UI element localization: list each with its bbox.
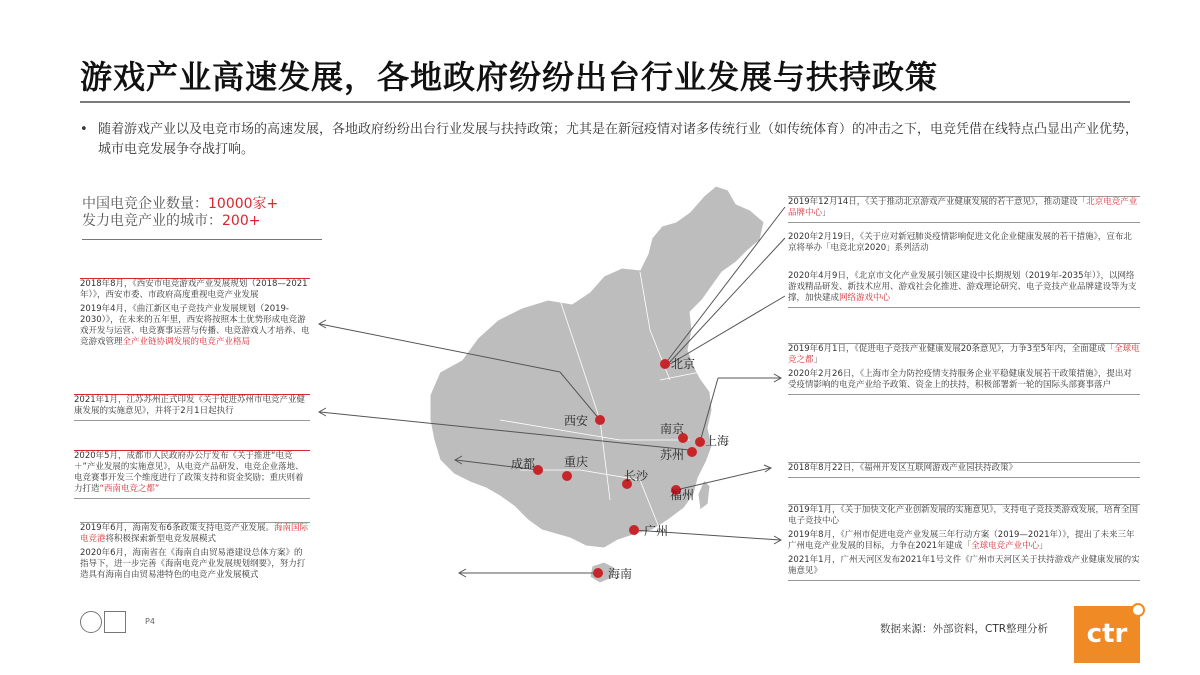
policy-bj-1-text: 2019年12月14日，《关于推动北京游戏产业健康发展的若干意见》，推动建设「 <box>788 197 1087 207</box>
marker-hainan[interactable] <box>593 568 603 578</box>
policy-box-chengdu <box>74 450 310 499</box>
policy-box-fuzhou <box>788 462 1140 478</box>
policy-suzhou: 2021年1月，江苏苏州正式印发《关于促进苏州市电竞产业健康发展的实施意见》，并将于2月1日起执行 <box>74 395 306 416</box>
marker-beijing[interactable] <box>660 359 670 369</box>
city-label-chengdu: 成都 <box>511 457 536 471</box>
marker-suzhou[interactable] <box>687 447 697 457</box>
policy-gz-3: 2021年1月，广州天河区发布2021年1号文件《广州市天河区关于扶持游戏产业健康发展的实施意见》 <box>788 555 1140 576</box>
marker-xian[interactable] <box>595 415 605 425</box>
policy-box-beijing-1 <box>788 196 1140 223</box>
policy-bj-1-highlight: 北京电竞产业品牌中心 <box>788 197 1138 218</box>
stat-companies-value: 10000家+ <box>208 196 279 212</box>
policy-gz-2-text: 2019年8月，《广州市促进电竞产业发展三年行动方案（2019—2021年）》，提出了未来三年广州电竞产业发展的目标，力争在2021年建成「 <box>788 530 1135 551</box>
page-number: P4 <box>145 617 155 626</box>
city-label-xian: 西安 <box>564 414 589 428</box>
policy-bj-2: 2020年2月19日，《关于应对新冠肺炎疫情影响促进文化企业健康发展的若干措施》，宣布北京将举办「电竞北京2020」系列活动 <box>788 232 1132 253</box>
policy-gz-2-tail: 」 <box>1039 541 1048 551</box>
policy-chengdu <box>74 451 310 495</box>
policy-gz-2 <box>788 530 1140 552</box>
policy-sh-2: 2020年2月26日，《上海市全力防控疫情支持服务企业平稳健康发展若干政策措施》，提出对受疫情影响的电竞产业给予政策、资金上的扶持，积极部署新一轮的国际头部赛事落户 <box>788 369 1132 390</box>
city-label-shanghai: 上海 <box>705 434 730 448</box>
policy-bj-3 <box>788 271 1140 304</box>
policy-bj-1 <box>788 197 1140 219</box>
certification-badge-icon <box>104 611 126 633</box>
policy-box-suzhou <box>74 394 310 421</box>
policy-chengdu-text: 2020年5月，成都市人民政府办公厅发布《关于推进“电竞＋”产业发展的实施意见》，从电竞产品研发、电竞企业落地、电竞赛事开发三个维度进行了政策支持和资金奖励；重庆则着力打造 <box>74 451 304 494</box>
policy-box-hainan <box>80 522 310 584</box>
policy-box-beijing-2 <box>788 232 1140 257</box>
policy-xian-2-highlight: 全产业链协调发展的电竞产业格局 <box>122 337 251 347</box>
policy-bj-1-tail: 」 <box>822 208 831 218</box>
marker-shanghai[interactable] <box>695 437 705 447</box>
policy-chengdu-highlight: “西南电竞之都” <box>99 484 160 494</box>
intro-text: 随着游戏产业以及电竞市场的高速发展，各地政府纷纷出台行业发展与扶持政策；尤其是在新冠疫情对诸多传统行业（如传统体育）的冲击之下，电竞凭借在线特点凸显出产业优势，城市电竞发展争夺战打响。 <box>98 122 1139 157</box>
policy-xian-1: 2018年8月，《西安市电竞游戏产业发展规划（2018—2021年）》，西安市委、市政府高度重视电竞产业发展 <box>80 279 308 300</box>
policy-box-shanghai <box>788 343 1140 395</box>
policy-gz-1: 2019年1月，《关于加快文化产业创新发展的实施意见》，支持电子竞技类游戏发展，培育全国电子竞技中心 <box>788 505 1139 526</box>
city-label-changsha: 长沙 <box>624 469 649 483</box>
policy-xian-2-text: 2019年4月，《曲江新区电子竞技产业发展规划（2019-2030）》，在未来的五年里，西安将按照本土优势形成电竞游戏开发与运营、电竞赛事运营与传播、电竞游戏人才培养、电竞游戏管理 <box>80 304 310 347</box>
data-source: 数据来源：外部资料，CTR整理分析 <box>880 623 1049 635</box>
policy-box-xian <box>80 278 310 351</box>
policy-box-beijing-3 <box>788 271 1140 308</box>
china-mainland <box>430 186 764 548</box>
policy-hainan-1-tail: 将积极探索新型电竞发展模式 <box>105 534 217 544</box>
policy-hainan-1-highlight: 海南国际电竞港 <box>80 523 308 544</box>
stat-cities-label: 发力电竞产业的城市： <box>82 213 222 229</box>
bullet-dot-icon: • <box>80 122 88 137</box>
policy-hainan-1-text: 2019年6月，海南发布6条政策支持电竞产业发展。 <box>80 523 274 533</box>
city-label-chongqing: 重庆 <box>564 455 589 469</box>
city-label-guangzhou: 广州 <box>644 524 669 538</box>
policy-bj-3-text: 2020年4月9日，《北京市文化产业发展引领区建设中长期规划（2019年-2035年）》，以网络游戏精品研发、新技术应用、游戏社会化推进、游戏理论研究、电子竞技产业品牌建设等为支撑，加快建成 <box>788 271 1137 303</box>
city-label-suzhou: 苏州 <box>660 448 685 462</box>
policy-hainan-1 <box>80 523 310 545</box>
policy-sh-1-text: 2019年6月1日，《促进电子竞技产业健康发展20条意见》，力争3至5年内，全面建成「 <box>788 344 1115 354</box>
city-label-hainan: 海南 <box>608 567 633 581</box>
policy-gz-2-highlight: 全球电竞产业中心 <box>971 541 1040 551</box>
marker-guangzhou[interactable] <box>629 525 639 535</box>
page-title: 游戏产业高速发展，各地政府纷纷出台行业发展与扶持政策 <box>80 58 939 96</box>
marker-chongqing[interactable] <box>562 471 572 481</box>
map-land <box>430 186 764 583</box>
certification-seal-icon <box>80 611 102 633</box>
city-label-fuzhou: 福州 <box>670 488 695 502</box>
logo-accent-dot <box>1131 603 1145 617</box>
policy-sh-1-highlight: 全球电竞之都 <box>788 344 1140 365</box>
stat-cities-value: 200+ <box>222 213 261 229</box>
policy-box-guangzhou <box>788 504 1140 581</box>
policy-hainan-2: 2020年6月，海南省在《海南自由贸易港建设总体方案》的指导下，进一步完善《海南电竞产业发展规划纲要》，努力打造具有海南自由贸易港特色的电竞产业发展模式 <box>80 548 306 580</box>
ctr-logo: ctr <box>1074 606 1140 663</box>
city-label-beijing: 北京 <box>671 357 696 371</box>
policy-sh-1-tail: 」 <box>813 355 823 365</box>
stat-companies-label: 中国电竞企业数量： <box>82 196 208 212</box>
policy-fz: 2018年8月22日，《福州开发区互联网游戏产业园扶持政策》 <box>788 463 1018 473</box>
policy-bj-3-highlight: 网络游戏中心 <box>839 293 891 303</box>
policy-sh-1 <box>788 344 1140 366</box>
city-label-nanjing: 南京 <box>660 422 685 436</box>
policy-xian-2 <box>80 304 310 348</box>
